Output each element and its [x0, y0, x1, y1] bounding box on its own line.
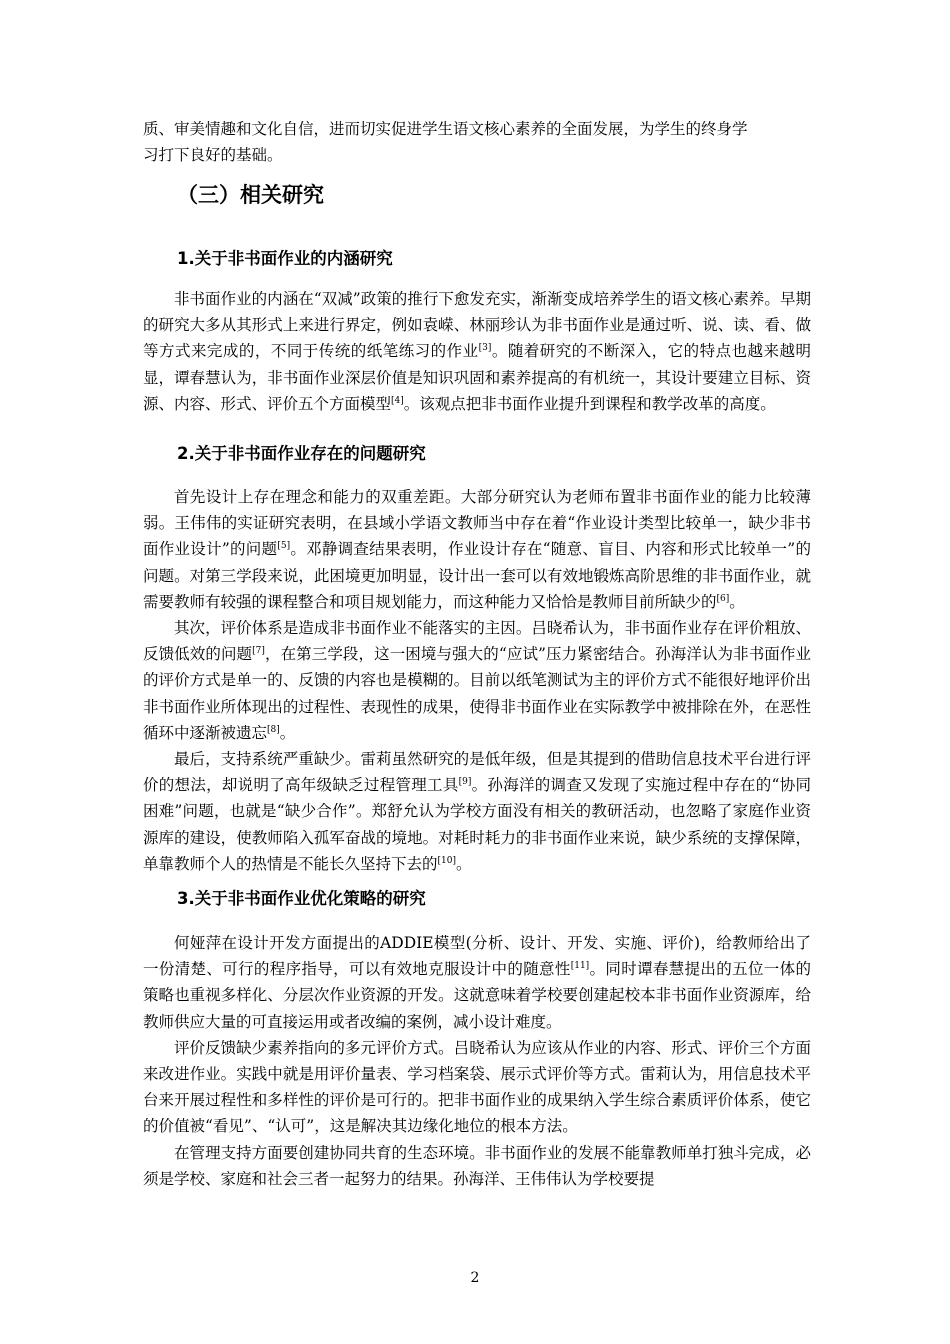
citation-ref: [3]: [478, 343, 492, 354]
citation-ref: [7]: [252, 646, 265, 657]
paragraph: 评价反馈缺少素养指向的多元评价方式。吕晓希认为应该从作业的内容、形式、评价三个方面来改进作业。实践中就是用评价量表、学习档案袋、展示式评价等方式。雷莉认为，用信息技术平台来开展过程性和多样性的评价是可行的。把非书面作业的成果纳入学生综合素质评价体系，使它的价值被“看见”、“认可”，这是解决其边缘化地位的根本方法。: [143, 1038, 811, 1136]
section-heading: （三）相关研究: [177, 183, 324, 207]
paragraph: 其次，评价体系是造成非书面作业不能落实的主因。吕晓希认为，非书面作业存在评价粗放、反馈低效的问题[7]，在第三学段，这一困境与强大的“应试”压力紧密结合。孙海洋认为非书面作业的评价方式是单一的、反馈的内容也是模糊的。目前以纸笔测试为主的评价方式不能很好地评价出非书面作业所体现出的过程性、表现性的成果，使得非书面作业在实际教学中被排除在外，在恶性循环中逐渐被遗忘[8]。: [143, 619, 811, 742]
citation-ref: [8]: [267, 724, 280, 735]
citation-ref: [5]: [277, 541, 291, 552]
continuation-line-1: 质、审美情趣和文化自信，进而切实促进学生语文核心素养的全面发展，为学生的终身学: [143, 120, 748, 138]
paragraph: 首先设计上存在理念和能力的双重差距。大部分研究认为老师布置非书面作业的能力比较薄弱。王伟伟的实证研究表明，在县域小学语文教师当中存在着“作业设计类型比较单一，缺少非书面作业设计”的问题[5]。邓静调查结果表明，作业设计存在“随意、盲目、内容和形式比较单一”的问题。对第三学段来说，此困境更加明显，设计出一套可以有效地锻炼高阶思维的非书面作业，就需要教师有较强的课程整合和项目规划能力，而这种能力又恰恰是教师目前所缺少的[6]。: [143, 488, 811, 611]
subsection-2-body: [143, 484, 811, 877]
paragraph: 非书面作业的内涵在“双减”政策的推行下愈发充实，渐渐变成培养学生的语文核心素养。早期的研究大多从其形式上来进行界定，例如袁嵘、林丽珍认为非书面作业是通过听、说、读、看、做等方式来完成的，不同于传统的纸笔练习的作业[3]。随着研究的不断深入，它的特点也越来越明显，谭春慧认为，非书面作业深层价值是知识巩固和素养提高的有机统一，其设计要建立目标、资源、内容、形式、评价五个方面模型[4]。该观点把非书面作业提升到课程和教学改革的高度。: [143, 290, 811, 413]
continuation-line-2: 习打下良好的基础。: [143, 146, 283, 165]
citation-ref: [9]: [458, 777, 472, 788]
citation-ref: [6]: [716, 593, 730, 604]
paragraph: 在管理支持方面要创建协同共育的生态环境。非书面作业的发展不能靠教师单打独斗完成，必须是学校、家庭和社会三者一起努力的结果。孙海洋、王伟伟认为学校要提: [143, 1143, 811, 1188]
subsection-heading-2: 2.关于非书面作业存在的问题研究: [177, 444, 426, 463]
subsection-3-body: [143, 930, 811, 1192]
paragraph: 最后，支持系统严重缺少。雷莉虽然研究的是低年级，但是其提到的借助信息技术平台进行评价的想法，却说明了高年级缺乏过程管理工具[9]。孙海洋的调查又发现了实施过程中存在的“协同困难”问题，也就是“缺少合作”。郑舒允认为学校方面没有相关的教研活动，也忽略了家庭作业资源库的建设，使教师陷入孤军奋战的境地。对耗时耗力的非书面作业来说，缺少系统的支撑保障，单靠教师个人的热情是不能长久坚持下去的[10]。: [143, 750, 811, 873]
citation-ref: [4]: [391, 395, 404, 406]
citation-ref: [11]: [570, 961, 590, 972]
subsection-heading-1: 1.关于非书面作业的内涵研究: [177, 249, 393, 268]
page-number: 2: [470, 1270, 480, 1286]
subsection-1-body: [143, 286, 811, 417]
citation-ref: [10]: [437, 855, 456, 866]
continuation-paragraph: [143, 116, 811, 168]
paragraph: 何娅萍在设计开发方面提出的ADDIE模型(分析、设计、开发、实施、评价)，给教师给出了一份清楚、可行的程序指导，可以有效地克服设计中的随意性[11]。同时谭春慧提出的五位一体的策略也重视多样化、分层次作业资源的开发。这就意味着学校要创建起校本非书面作业资源库，给教师供应大量的可直接运用或者改编的案例，减小设计难度。: [143, 934, 811, 1031]
subsection-heading-3: 3.关于非书面作业优化策略的研究: [177, 889, 426, 908]
